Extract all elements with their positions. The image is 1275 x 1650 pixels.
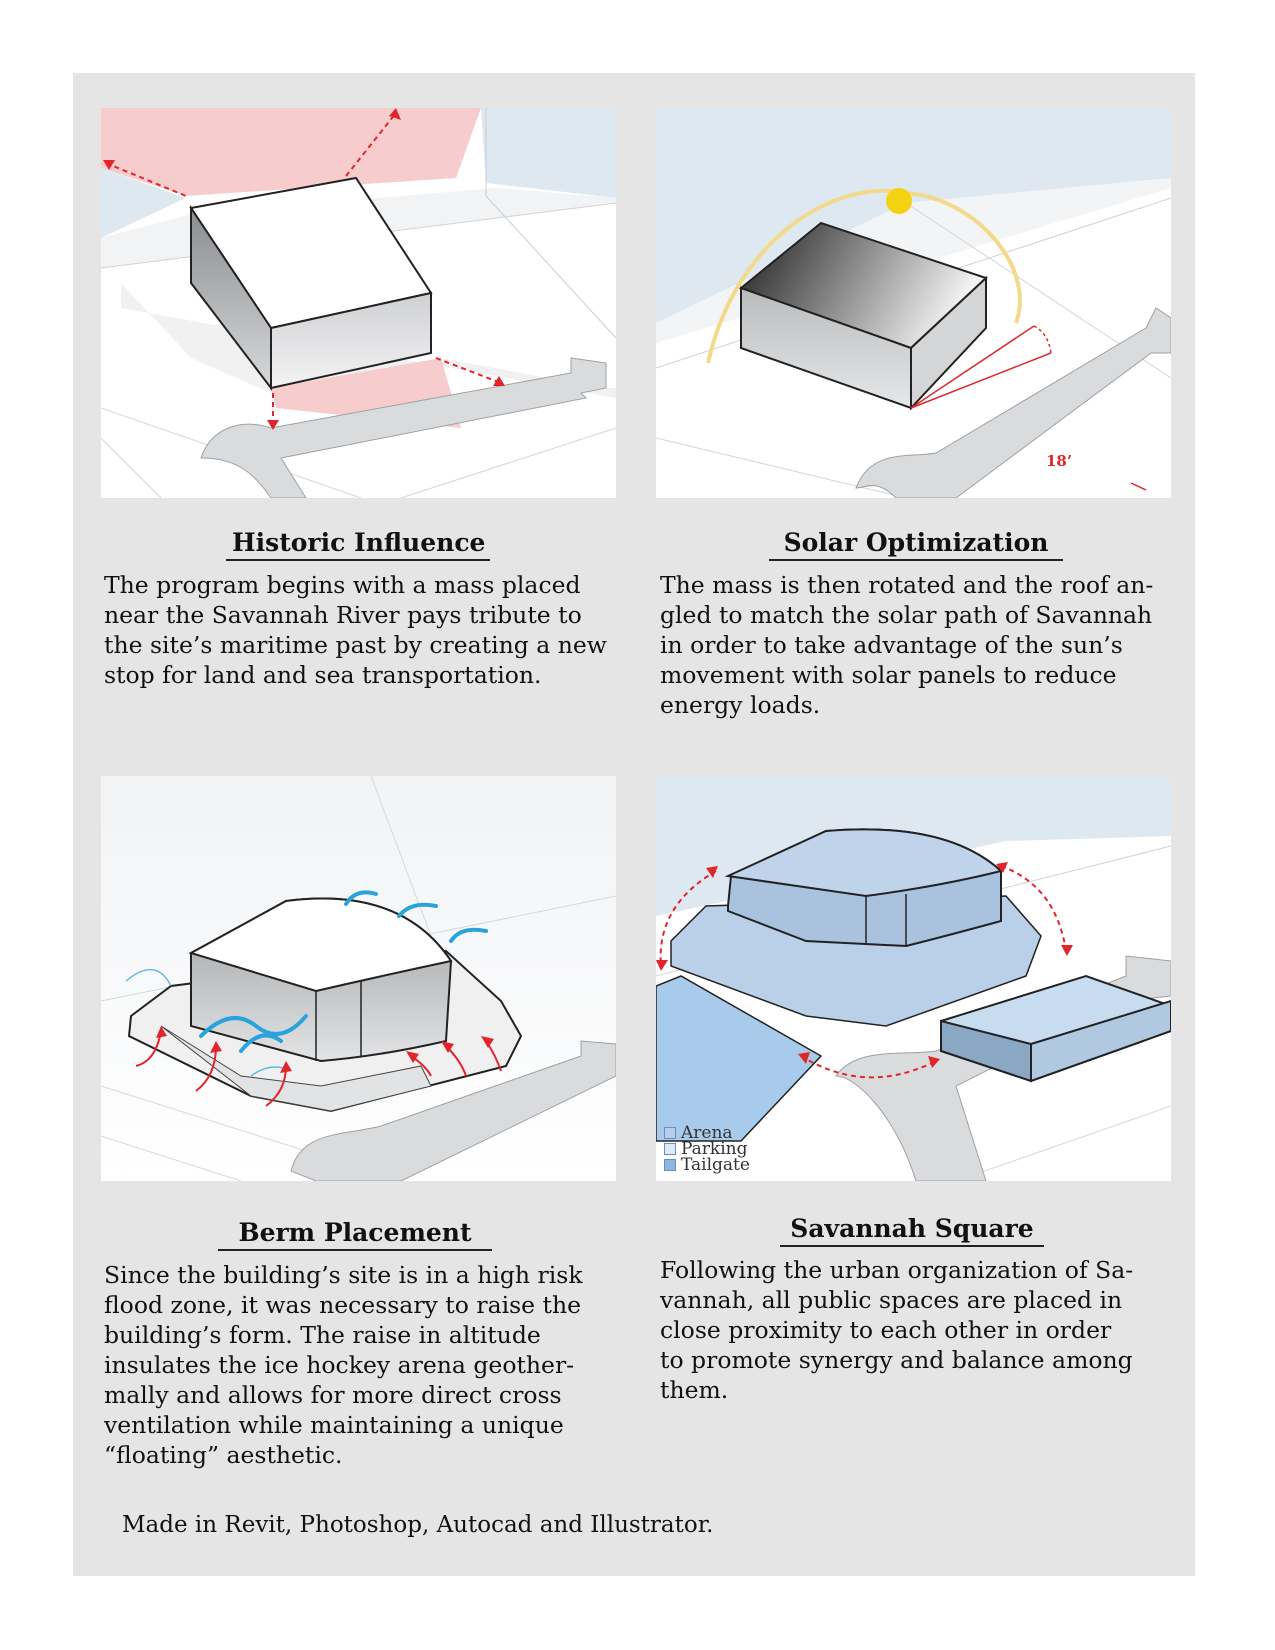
savannah-square-text: Following the urban organization of Sa- vannah, all public spaces are placed in close proximity to each other in order to promote synergy and balance among them. [660,1256,1134,1404]
savannah-square-diagram [656,776,1171,1181]
legend-swatch-parking [664,1143,676,1155]
historic-influence-title: Historic Influence [226,528,490,561]
sun-icon [886,188,912,214]
historic-influence-text: The program begins with a mass placed near the Savannah River pays tribute to the site’s maritime past by creating a new stop for land and sea transportation. [104,571,607,689]
legend-swatch-arena [664,1127,676,1139]
map-legend [664,1125,750,1173]
solar-optimization-text: The mass is then rotated and the roof an- gled to match the solar path of Savannah in order to take advantage of the sun’s movement with solar panels to reduce energy loads. [660,571,1154,719]
historic-influence-svg [101,108,616,498]
legend-swatch-tailgate [664,1159,676,1171]
berm-placement-title: Berm Placement [218,1218,492,1251]
savannah-square-title: Savannah Square [780,1214,1044,1247]
solar-optimization-diagram [656,108,1171,498]
angle-label: 18’ [1046,452,1073,470]
savannah-square-svg [656,776,1171,1181]
solar-optimization-svg [656,108,1171,498]
legend-item-arena: Arena [664,1125,750,1141]
berm-placement-text: Since the building’s site is in a high risk flood zone, it was necessary to raise the building’s form. The raise in altitude insulates the ice hockey arena geother- mally and allows for more direct cross ventilation while maintaining a unique “floating” aesthetic. [104,1261,583,1469]
berm-placement-diagram [101,776,616,1181]
solar-optimization-title: Solar Optimization [769,528,1063,561]
historic-influence-diagram [101,108,616,498]
software-credits: Made in Revit, Photoshop, Autocad and Illustrator. [122,1512,714,1538]
legend-item-parking: Parking [664,1141,750,1157]
berm-placement-svg [101,776,616,1181]
legend-item-tailgate: Tailgate [664,1157,750,1173]
